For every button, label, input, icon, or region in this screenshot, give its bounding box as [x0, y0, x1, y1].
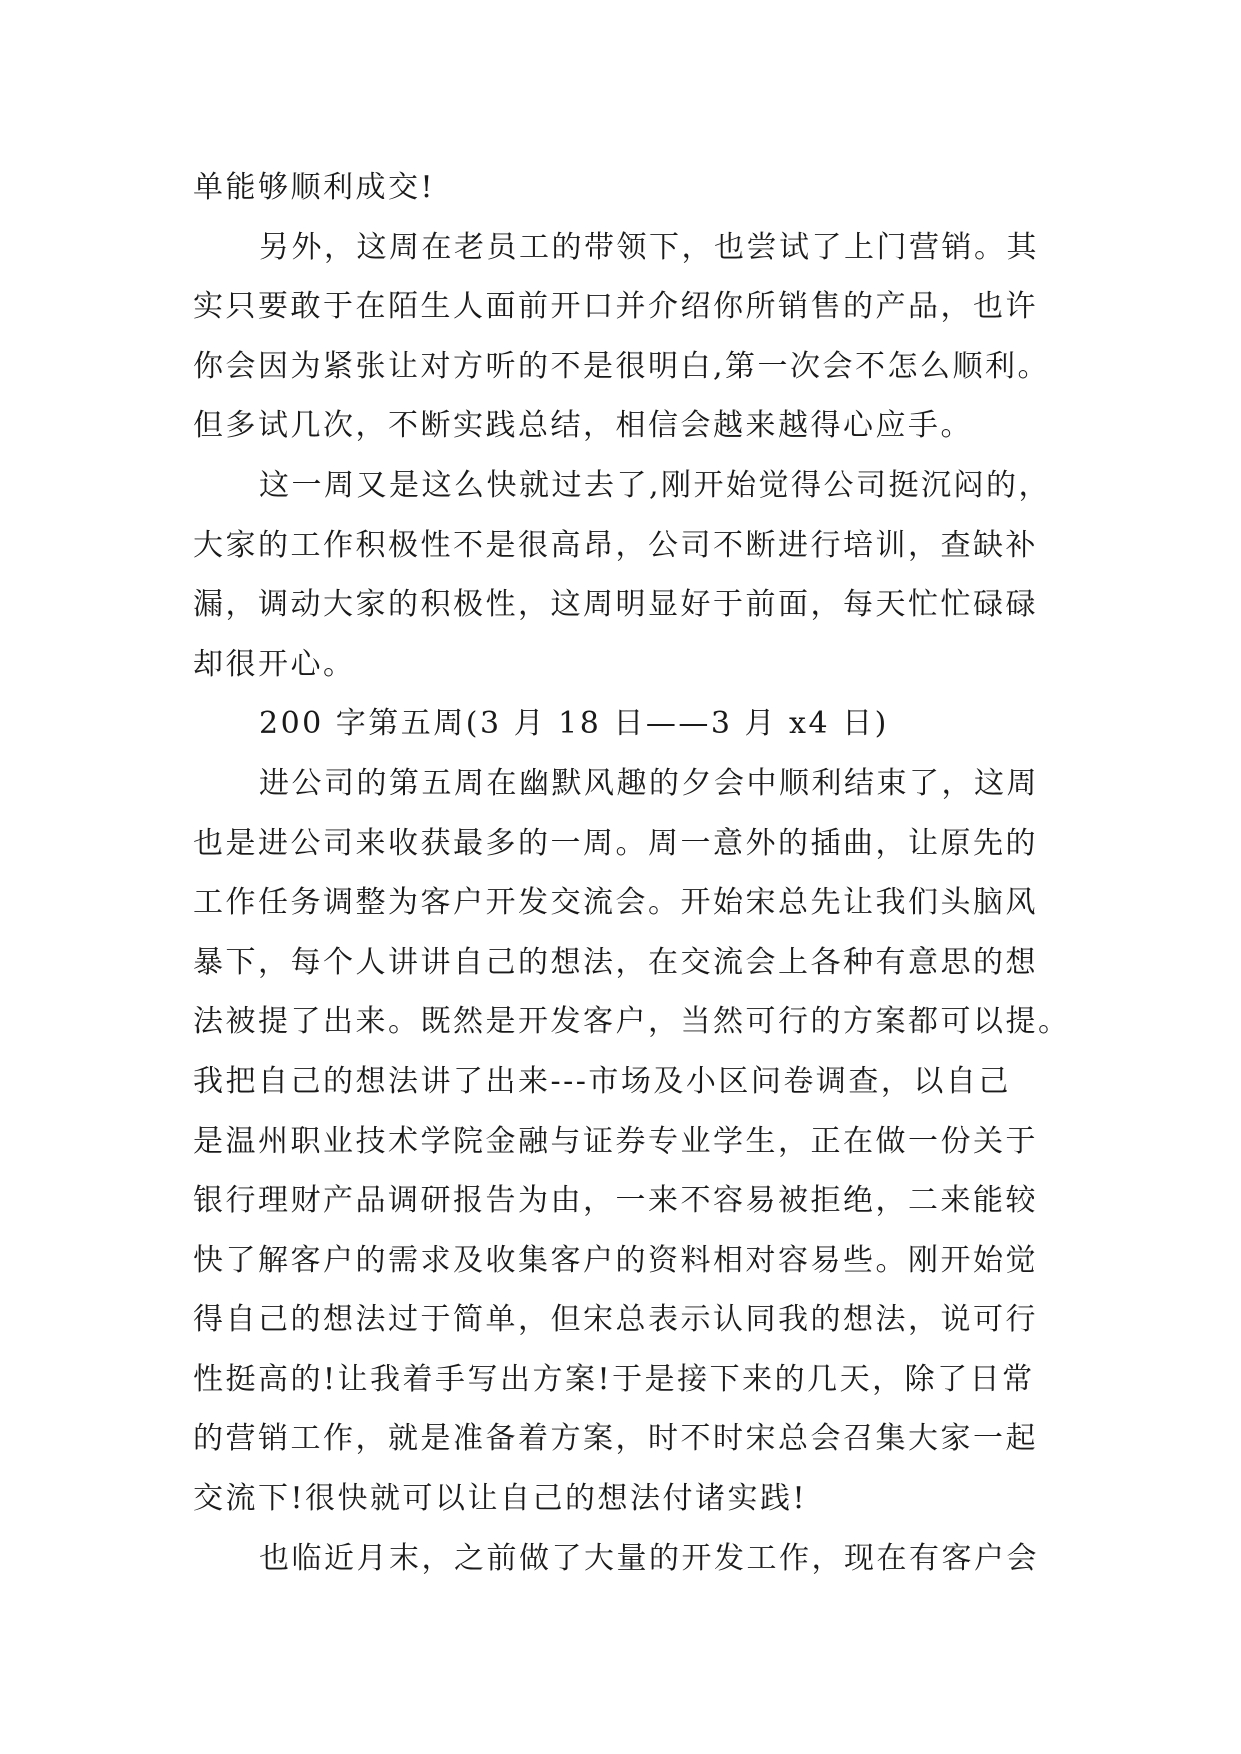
text-line: 性挺高的!让我着手写出方案!于是接下来的几天，除了日常 — [193, 1361, 1035, 1397]
text-line: 漏，调动大家的积极性，这周明显好于前面，每天忙忙碌碌 — [193, 587, 1038, 623]
text-line: 我把自己的想法讲了出来---市场及小区问卷调查，以自己 — [193, 1063, 1011, 1099]
text-line: 得自己的想法过于简单，但宋总表示认同我的想法，说可行 — [193, 1302, 1038, 1338]
text-line: 实只要敢于在陌生人面前开口并介绍你所销售的产品，也许 — [193, 289, 1038, 325]
text-line: 银行理财产品调研报告为由，一来不容易被拒绝，二来能较 — [193, 1183, 1038, 1219]
text-line: 大家的工作积极性不是很高昂，公司不断进行培训，查缺补 — [193, 527, 1038, 563]
section-heading: 200 字第五周(3 月 18 日——3 月 x4 日) — [259, 706, 889, 742]
text-line: 工作任务调整为客户开发交流会。开始宋总先让我们头脑风 — [193, 885, 1038, 921]
text-line: 另外，这周在老员工的带领下，也尝试了上门营销。其 — [259, 229, 1039, 265]
text-line: 单能够顺利成交! — [193, 170, 436, 205]
text-line: 交流下!很快就可以让自己的想法付诸实践! — [193, 1481, 808, 1517]
text-line: 的营销工作，就是准备着方案，时不时宋总会召集大家一起 — [193, 1421, 1038, 1457]
text-line: 但多试几次，不断实践总结，相信会越来越得心应手。 — [193, 408, 973, 444]
text-line: 你会因为紧张让对方听的不是很明白,第一次会不怎么顺利。 — [193, 348, 1051, 384]
text-line: 是温州职业技术学院金融与证券专业学生，正在做一份关于 — [193, 1123, 1038, 1159]
text-line: 这一周又是这么快就过去了,刚开始觉得公司挺沉闷的， — [259, 467, 1052, 503]
text-line: 却很开心。 — [193, 646, 356, 682]
text-line: 进公司的第五周在幽默风趣的夕会中顺利结束了，这周 — [259, 765, 1039, 801]
text-line: 法被提了出来。既然是开发客户，当然可行的方案都可以提。 — [193, 1004, 1071, 1040]
text-line: 也是进公司来收获最多的一周。周一意外的插曲，让原先的 — [193, 825, 1038, 861]
text-line: 快了解客户的需求及收集客户的资料相对容易些。刚开始觉 — [193, 1242, 1038, 1278]
document-body — [193, 158, 1071, 1588]
text-line: 也临近月末，之前做了大量的开发工作，现在有客户会 — [259, 1540, 1039, 1576]
text-line: 暴下，每个人讲讲自己的想法，在交流会上各种有意思的想 — [193, 944, 1038, 980]
